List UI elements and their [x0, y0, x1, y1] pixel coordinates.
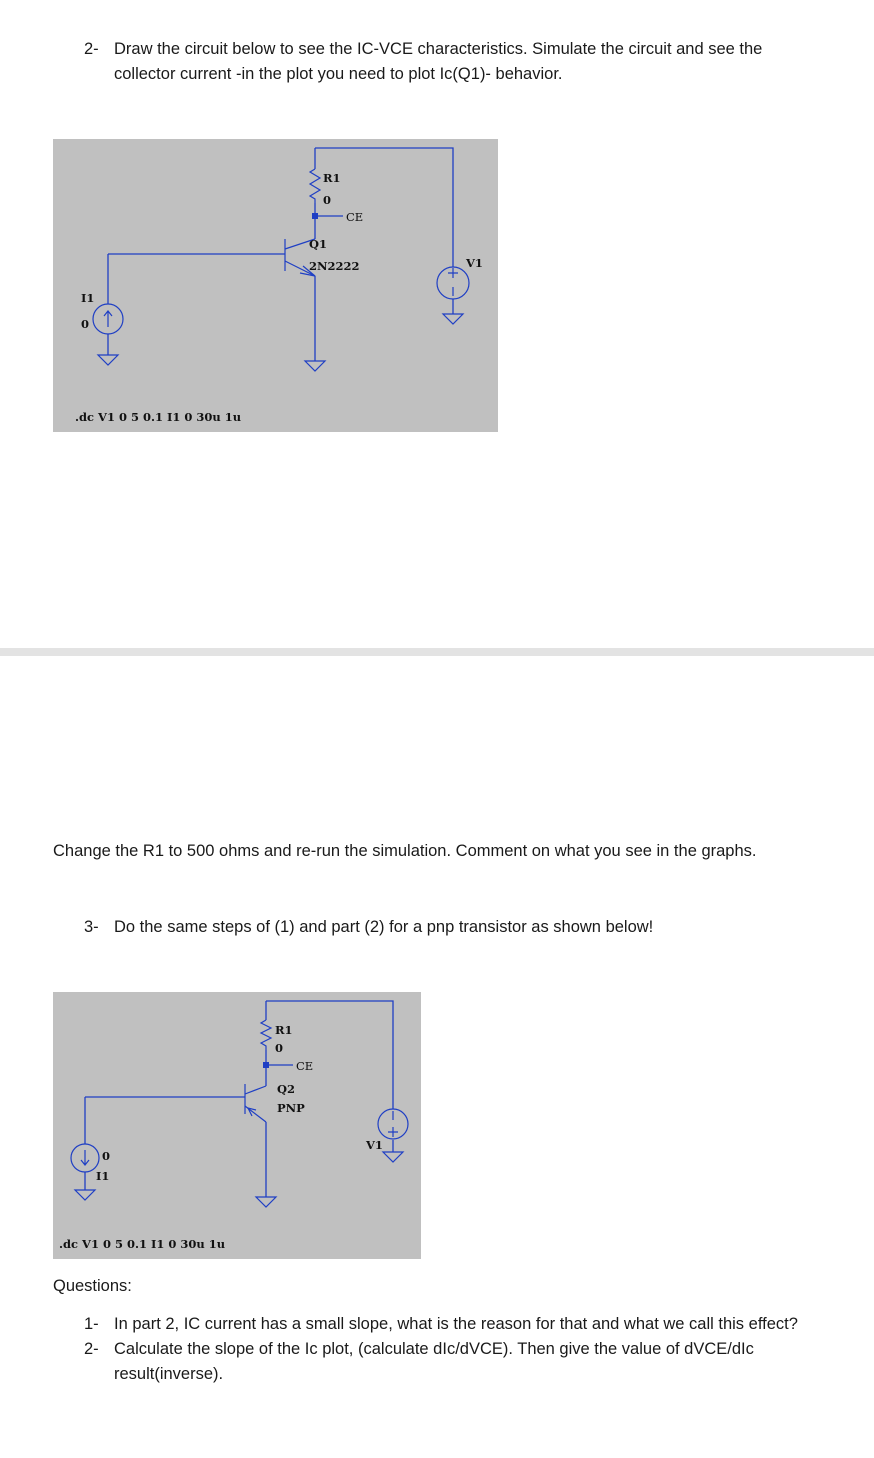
i1-value-label: 0 [102, 1149, 111, 1163]
ground-icon [443, 314, 463, 324]
r1-value-label: 0 [323, 193, 332, 207]
v1-name-label: V1 [466, 256, 483, 270]
ground-icon [256, 1197, 276, 1207]
q2-name-label: Q2 [277, 1082, 296, 1096]
question-2-number: 2- [84, 1340, 99, 1358]
r1-name-label: R1 [323, 171, 341, 185]
i1-name-label: I1 [96, 1169, 110, 1183]
questions-heading: Questions: [53, 1277, 132, 1295]
r1-name-label: R1 [275, 1023, 293, 1037]
node-ce-dot [312, 213, 318, 219]
q1-model-label: 2N2222 [309, 259, 360, 273]
current-source-i1-symbol [93, 304, 123, 334]
dc-directive-label: .dc V1 0 5 0.1 I1 0 30u 1u [59, 1237, 226, 1251]
current-source-i1-symbol [71, 1144, 99, 1172]
section-3-text: Do the same steps of (1) and part (2) for a pnp transistor as shown below! [114, 918, 654, 936]
node-ce-dot [263, 1062, 269, 1068]
voltage-source-v1-symbol [437, 267, 469, 299]
resistor-r1-symbol [261, 1020, 271, 1050]
wire-top-right [315, 148, 453, 267]
dc-directive-label: .dc V1 0 5 0.1 I1 0 30u 1u [75, 410, 242, 424]
pnp-transistor-q2-symbol [245, 1084, 266, 1122]
q1-name-label: Q1 [309, 237, 328, 251]
page-divider [0, 648, 874, 656]
node-ce-label: CE [296, 1059, 314, 1073]
pnp-circuit-schematic [53, 992, 421, 1259]
q2-model-label: PNP [277, 1101, 305, 1115]
question-1-number: 1- [84, 1315, 99, 1333]
question-2-line-2: result(inverse). [114, 1365, 224, 1383]
npn-circuit-schematic [53, 139, 498, 432]
i1-value-label: 0 [81, 317, 90, 331]
section-2-line-1: Draw the circuit below to see the IC-VCE characteristics. Simulate the circuit and see the [114, 40, 763, 58]
section-2-line-2: collector current -in the plot you need to plot Ic(Q1)- behavior. [114, 65, 563, 83]
section-2-number: 2- [84, 40, 99, 58]
question-2-line-1: Calculate the slope of the Ic plot, (calculate dIc/dVCE). Then give the value of dVCE/dIc [114, 1340, 754, 1358]
r1-value-label: 0 [275, 1041, 284, 1055]
section-3-number: 3- [84, 918, 99, 936]
i1-name-label: I1 [81, 291, 95, 305]
ground-icon [75, 1190, 95, 1200]
ground-icon [305, 361, 325, 371]
change-r1-note: Change the R1 to 500 ohms and re-run the simulation. Comment on what you see in the graphs. [53, 842, 757, 860]
resistor-r1-symbol [310, 169, 320, 203]
v1-name-label: V1 [366, 1138, 383, 1152]
node-ce-label: CE [346, 210, 364, 224]
voltage-source-v1-symbol [378, 1109, 408, 1139]
ground-icon [98, 355, 118, 365]
ground-icon [383, 1152, 403, 1162]
question-1-text: In part 2, IC current has a small slope, what is the reason for that and what we call this effect? [114, 1315, 798, 1333]
